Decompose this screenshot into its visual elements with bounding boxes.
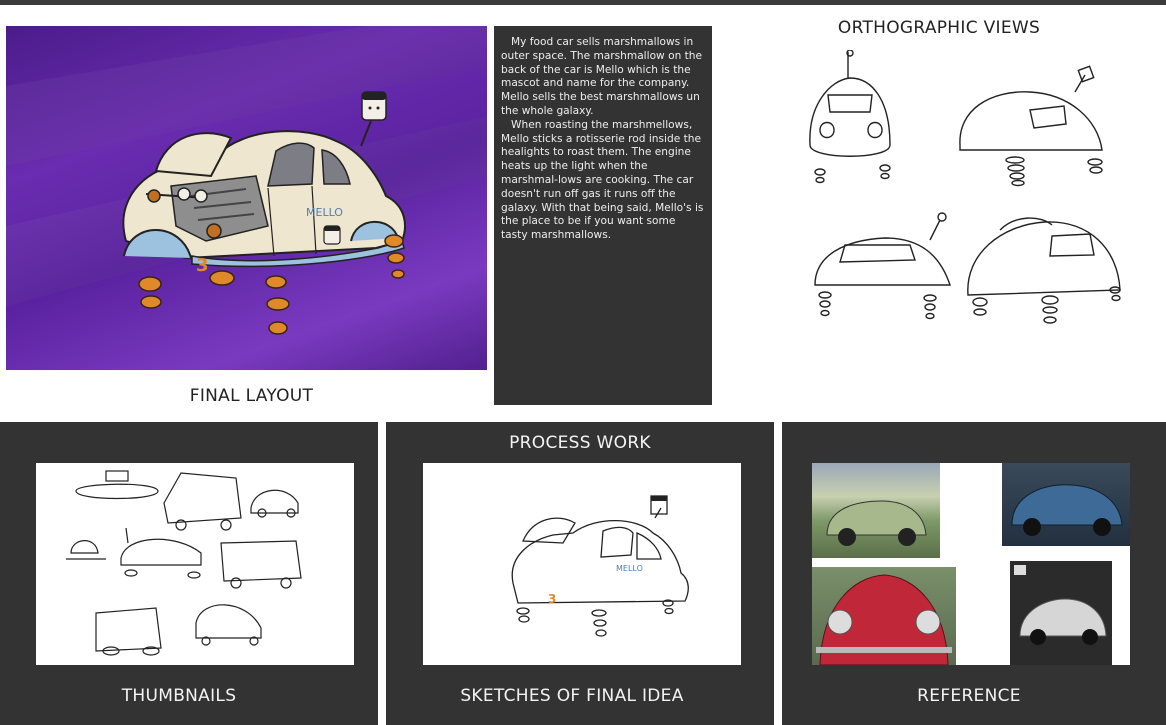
sketch-badge: MELLO — [616, 564, 643, 573]
description-paragraph-1: My food car sells marshmallows in outer space. The marshmallow on the back of the car is Mello which is the mascot and name for the company. Mello sells the best marshmallows un the whole galaxy. — [501, 36, 703, 117]
reference-panel — [782, 422, 1166, 725]
reference-photo-green-beetle — [812, 463, 940, 558]
sketch-number: 3 — [548, 592, 557, 606]
reference-photo-silver-beetle — [1010, 561, 1112, 665]
food-car-illustration — [6, 26, 487, 370]
final-idea-sketch-sheet — [423, 463, 741, 665]
orthographic-sketch-drawing — [790, 50, 1150, 350]
thumbnails-sketches — [36, 463, 354, 665]
orthographic-views-caption: ORTHOGRAPHIC VIEWS — [837, 18, 1041, 38]
orthographic-views-sketches — [790, 50, 1150, 350]
reference-photo-blue-beetle — [1002, 463, 1130, 546]
description-paragraph-2: When roasting the marshmellows, Mello sticks a rotisserie rod inside the healights to roast them. The engine heats up the light when the marshmal-lows are cooking. The car doesn't run off gas it runs off the galaxy. With that being said, Mello's is the place to be if you want some tasty marshmallows. — [501, 118, 704, 242]
sketches-caption: SKETCHES OF FINAL IDEA — [460, 686, 684, 706]
final-idea-sketch — [423, 463, 741, 665]
thumbnails-caption: THUMBNAILS — [121, 686, 237, 706]
car-badge: MELLO — [306, 206, 343, 219]
final-layout-caption: FINAL LAYOUT — [189, 386, 314, 406]
thumbnails-sketch-sheet — [36, 463, 354, 665]
car-number: 3 — [196, 255, 209, 276]
reference-photo-red-beetle — [812, 567, 956, 665]
final-layout-artwork — [6, 26, 487, 370]
top-bar — [0, 0, 1166, 5]
thumbnails-panel — [0, 422, 378, 725]
reference-photo-sheet — [812, 463, 1130, 665]
reference-caption: REFERENCE — [917, 686, 1021, 706]
process-work-heading: PROCESS WORK — [509, 433, 651, 453]
sketches-panel — [386, 422, 774, 725]
description-panel — [494, 26, 712, 405]
